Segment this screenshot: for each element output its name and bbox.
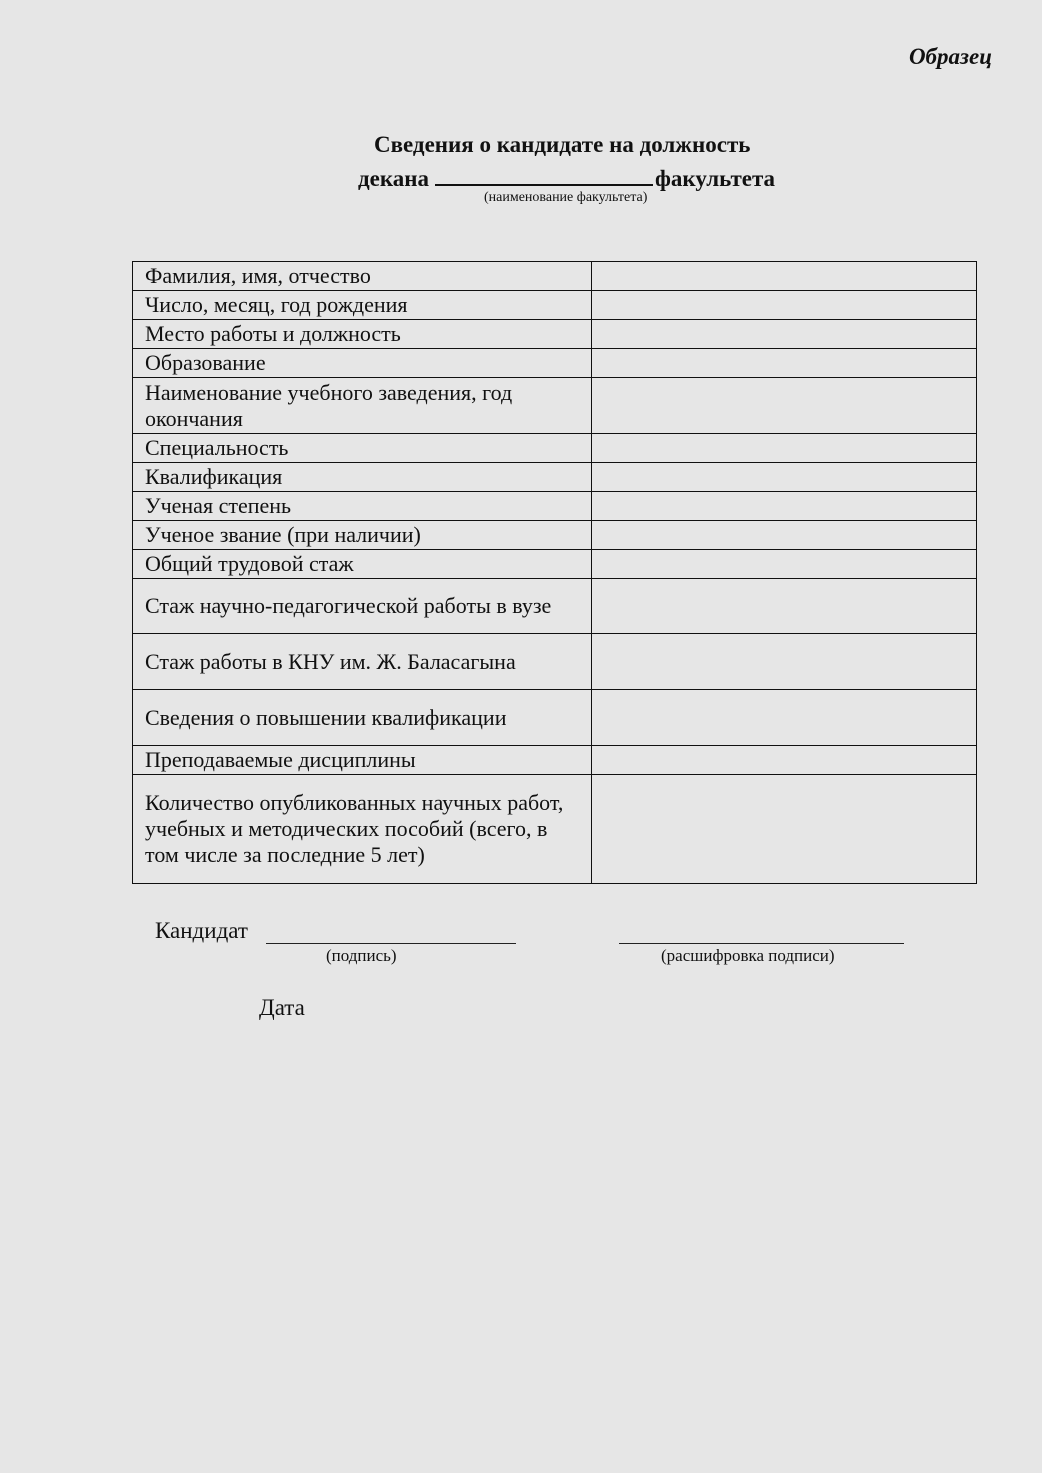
row-value-field[interactable] <box>592 262 977 291</box>
table-row <box>133 434 977 463</box>
table-row <box>133 521 977 550</box>
table-row <box>133 320 977 349</box>
row-label: Количество опубликованных научных работ, учебных и методических пособий (всего, в том числе за последние 5 лет) <box>133 775 592 884</box>
row-value-field[interactable] <box>592 463 977 492</box>
row-label: Место работы и должность <box>133 320 592 349</box>
signature-decoding-hint: (расшифровка подписи) <box>661 946 835 965</box>
row-value-field[interactable] <box>592 378 977 434</box>
candidate-info-table <box>132 261 977 884</box>
row-value-field[interactable] <box>592 492 977 521</box>
row-label: Число, месяц, год рождения <box>133 291 592 320</box>
table-row <box>133 291 977 320</box>
row-label: Общий трудовой стаж <box>133 550 592 579</box>
faculty-name-hint: (наименование факультета) <box>484 190 648 205</box>
table-row <box>133 463 977 492</box>
signature-row <box>0 918 1042 978</box>
title-suffix: факультета <box>655 166 776 191</box>
row-label: Стаж работы в КНУ им. Ж. Баласагына <box>133 634 592 690</box>
row-value-field[interactable] <box>592 434 977 463</box>
row-value-field[interactable] <box>592 579 977 634</box>
table-row <box>133 690 977 746</box>
row-label: Стаж научно-педагогической работы в вузе <box>133 579 592 634</box>
title-line-1: Сведения о кандидате на должность <box>374 132 751 157</box>
row-value-field[interactable] <box>592 746 977 775</box>
row-value-field[interactable] <box>592 690 977 746</box>
row-label: Ученое звание (при наличии) <box>133 521 592 550</box>
row-label: Фамилия, имя, отчество <box>133 262 592 291</box>
table-row <box>133 262 977 291</box>
row-value-field[interactable] <box>592 775 977 884</box>
table-row <box>133 746 977 775</box>
row-value-field[interactable] <box>592 291 977 320</box>
row-value-field[interactable] <box>592 521 977 550</box>
candidate-label: Кандидат <box>155 918 248 943</box>
table-row <box>133 378 977 434</box>
row-label: Квалификация <box>133 463 592 492</box>
row-label: Сведения о повышении квалификации <box>133 690 592 746</box>
table-row <box>133 634 977 690</box>
row-label: Образование <box>133 349 592 378</box>
table-row <box>133 775 977 884</box>
title-prefix: декана <box>358 166 429 191</box>
signature-hint: (подпись) <box>326 946 397 965</box>
faculty-name-blank[interactable] <box>435 164 653 186</box>
table-row <box>133 579 977 634</box>
title-line-2 <box>358 164 775 192</box>
date-label: Дата <box>259 995 305 1020</box>
sample-label: Образец <box>908 44 992 69</box>
row-label: Наименование учебного заведения, год окончания <box>133 378 592 434</box>
row-label: Специальность <box>133 434 592 463</box>
row-value-field[interactable] <box>592 320 977 349</box>
signature-line[interactable] <box>266 943 516 944</box>
row-value-field[interactable] <box>592 349 977 378</box>
row-label: Ученая степень <box>133 492 592 521</box>
table-row <box>133 492 977 521</box>
signature-decoding-line[interactable] <box>619 943 904 944</box>
row-label: Преподаваемые дисциплины <box>133 746 592 775</box>
table-row <box>133 349 977 378</box>
row-value-field[interactable] <box>592 550 977 579</box>
row-value-field[interactable] <box>592 634 977 690</box>
table-row <box>133 550 977 579</box>
